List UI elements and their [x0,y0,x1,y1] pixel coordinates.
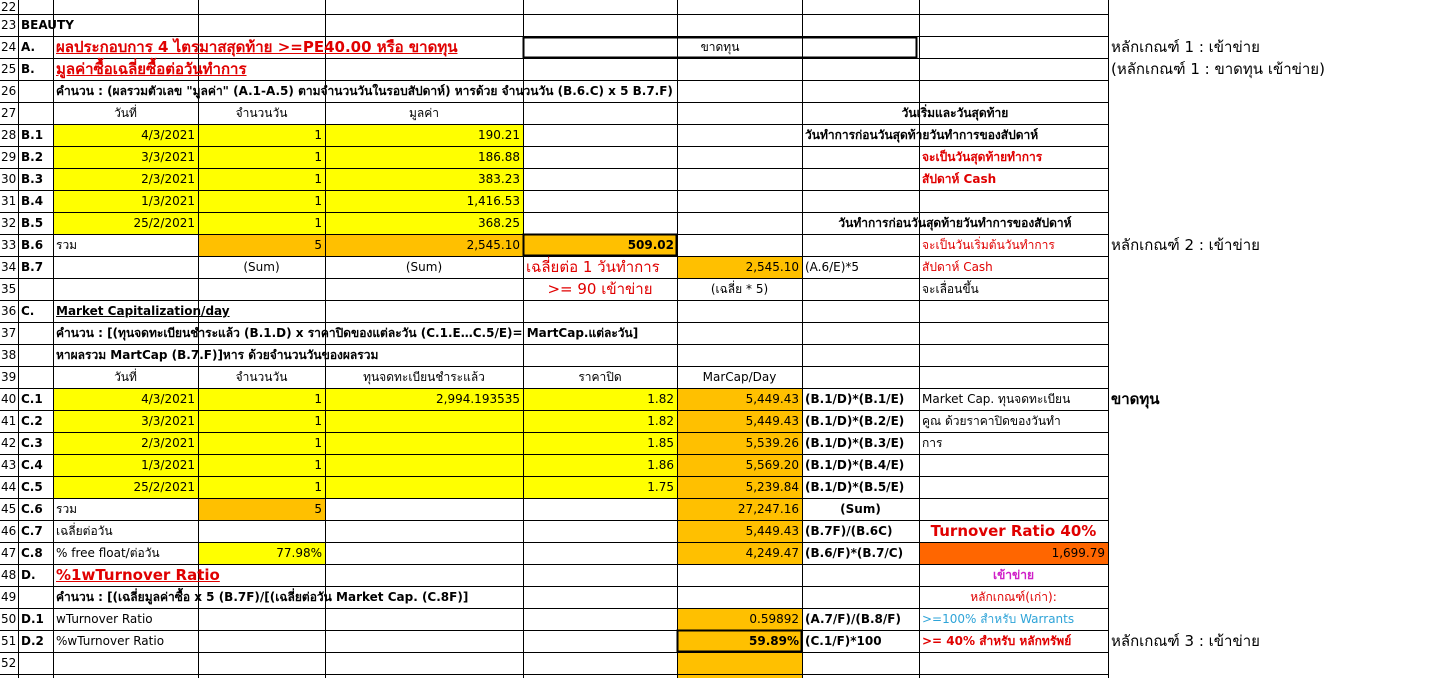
cell-r40-cap[interactable]: 2,994.193535 [436,392,520,406]
cell-r43-days[interactable]: 1 [314,458,322,472]
cell-r30-days[interactable]: 1 [314,172,322,186]
cell-r34-lbl[interactable]: B.7 [21,260,44,274]
cell-r27-note[interactable]: วันเริ่มและวันสุดท้าย [901,106,1009,120]
row-header[interactable]: 38 [1,348,17,362]
cell-r44-lbl[interactable]: C.5 [21,480,43,494]
cell-r42-price[interactable]: 1.85 [647,436,674,450]
cell-r31-date[interactable]: 1/3/2021 [141,194,195,208]
cell-r44-price[interactable]: 1.75 [647,480,674,494]
row-header[interactable]: 47 [1,546,17,560]
cell-r33-days[interactable]: 5 [314,238,322,252]
cell-r23-beauty[interactable]: BEAUTY [21,18,74,32]
cell-r31-val[interactable]: 1,416.53 [466,194,520,208]
cell-r44-date[interactable]: 25/2/2021 [133,480,195,494]
row-header[interactable]: 35 [1,282,17,296]
row-header[interactable]: 39 [1,370,17,384]
row-header[interactable]: 36 [1,304,17,318]
cell-r32-date[interactable]: 25/2/2021 [133,216,195,230]
cell-r28-val[interactable]: 190.21 [478,128,520,142]
cell-r46-lbl[interactable]: C.7 [21,524,43,538]
row-header[interactable]: 22 [1,0,17,14]
row-header[interactable]: 27 [1,106,17,120]
cell-r41-f[interactable]: (B.1/D)*(B.2/E) [805,414,905,428]
cell-r45-lbl[interactable]: C.6 [21,502,43,516]
cell-r29-days[interactable]: 1 [314,150,322,164]
cell-r48-title[interactable]: %1wTurnover Ratio [56,566,220,584]
cell-r24-status[interactable]: ขาดทุน [700,40,740,54]
row-header[interactable]: 43 [1,458,17,472]
cell-r36-title[interactable]: Market Capitalization/day [56,304,230,318]
cell-r44-mc[interactable]: 5,239.84 [745,480,799,494]
cell-r40-loss[interactable]: ขาดทุน [1111,390,1160,408]
cell-r43-f[interactable]: (B.1/D)*(B.4/E) [805,458,905,472]
cell-r47-ffv[interactable]: 77.98% [276,546,322,560]
row-header[interactable]: 31 [1,194,17,208]
cell-r29-val[interactable]: 186.88 [478,150,520,164]
cell-r41-mc[interactable]: 5,449.43 [745,414,799,428]
cell-r28-date[interactable]: 4/3/2021 [141,128,195,142]
cell-r30-lbl[interactable]: B.3 [21,172,44,186]
cell-r42-note[interactable]: การ [922,436,943,450]
row-header[interactable]: 32 [1,216,17,230]
cell-r48-d[interactable]: D. [21,568,36,582]
cell-r42-days[interactable]: 1 [314,436,322,450]
row-header[interactable]: 42 [1,436,17,450]
cell-r43-lbl[interactable]: C.4 [21,458,43,472]
cell-r35-avg5[interactable]: (เฉลี่ย * 5) [710,282,769,296]
cell-r49-formula[interactable]: คำนวน : [(เฉลี่ยมูลค่าซื้อ x 5 (B.7F)/[(เฉลี่ยต่อวัน Market Cap. (C.8F)] [56,590,469,604]
cell-r43-mc[interactable]: 5,569.20 [745,458,799,472]
row-header[interactable]: 44 [1,480,17,494]
row-header[interactable]: 45 [1,502,17,516]
cell-r33-lbl[interactable]: B.6 [21,238,44,252]
cell-r45-f[interactable]: (Sum) [840,502,881,516]
cell-r25-title[interactable]: มูลค่าซื้อเฉลี่ยซื้อต่อวันทำการ [56,60,247,78]
cell-r25-crit1b[interactable]: (หลักเกณฑ์ 1 : ขาดทุน เข้าข่าย) [1111,60,1325,78]
cell-r32-note[interactable]: วันทำการก่อนวันสุดท้ายวันทำการของสัปดาห์ [838,216,1072,230]
cell-r29-note[interactable]: จะเป็นวันสุดท้ายทำการ [922,150,1043,164]
cell-r33-crit2[interactable]: หลักเกณฑ์ 2 : เข้าข่าย [1111,236,1260,254]
cell-r32-lbl[interactable]: B.5 [21,216,44,230]
cell-r40-note[interactable]: Market Cap. ทุนจดทะเบียน [922,392,1071,406]
cell-r40-date[interactable]: 4/3/2021 [141,392,195,406]
cell-r32-days[interactable]: 1 [314,216,322,230]
cell-r30-date[interactable]: 2/3/2021 [141,172,195,186]
cell-r47-mc[interactable]: 4,249.47 [745,546,799,560]
cell-r47-ff[interactable]: % free float/ต่อวัน [56,546,160,560]
cell-r24-title[interactable]: ผลประกอบการ 4 ไตรมาสสุดท้าย >=PE40.00 หรือ ขาดทุน [56,38,458,56]
cell-r49-note[interactable]: หลักเกณฑ์(เก่า): [970,590,1057,604]
cell-r36-c[interactable]: C. [21,304,35,318]
cell-r34-note[interactable]: สัปดาห์ Cash [922,260,993,274]
cell-r40-lbl[interactable]: C.1 [21,392,43,406]
cell-r26-formula[interactable]: คำนวน : (ผลรวมตัวเลข "มูลค่า" (A.1-A.5) ตามจำนวนวันในรอบสัปดาห์) หารด้วย จำนวนวัน (B.6.C) x 5 B.7.F) [56,84,673,98]
row-header[interactable]: 49 [1,590,17,604]
cell-r33-note[interactable]: จะเป็นวันเริ่มต้นวันทำการ [922,238,1055,252]
row-header[interactable]: 48 [1,568,17,582]
row-header[interactable]: 28 [1,128,17,142]
cell-r47-lbl[interactable]: C.8 [21,546,43,560]
cell-r40-mc[interactable]: 5,449.43 [745,392,799,406]
row-header[interactable]: 29 [1,150,17,164]
cell-r31-days[interactable]: 1 [314,194,322,208]
cell-r28-note[interactable]: วันทำการก่อนวันสุดท้ายวันทำการของสัปดาห์ [805,128,1039,142]
cell-r27-h2[interactable]: จำนวนวัน [235,106,288,120]
cell-r24-a[interactable]: A. [21,40,36,54]
row-header[interactable]: 24 [1,40,17,54]
cell-r27-h1[interactable]: วันที่ [114,106,137,120]
cell-r39-h3[interactable]: ทุนจดทะเบียนชำระแล้ว [363,370,485,384]
cell-r45-days[interactable]: 5 [314,502,322,516]
cell-r34-avgtxt[interactable]: เฉลี่ยต่อ 1 วันทำการ [526,258,660,276]
cell-r39-h5[interactable]: MarCap/Day [702,370,777,384]
cell-r50-note[interactable]: >=100% สำหรับ Warrants [922,612,1075,626]
cell-r34-sum1[interactable]: (Sum) [243,260,280,274]
row-header[interactable]: 33 [1,238,17,252]
cell-r40-price[interactable]: 1.82 [647,392,674,406]
cell-r37-formula[interactable]: คำนวน : [(ทุนจดทะเบียนชำระแล้ว (B.1.D) x ราคาปิดของแต่ละวัน (C.1.E…C.5/E)= MartCap.แต่ละวัน] [56,326,639,340]
cell-r33-val[interactable]: 2,545.10 [466,238,520,252]
cell-r50-name[interactable]: wTurnover Ratio [56,612,153,626]
cell-r46-avg[interactable]: เฉลี่ยต่อวัน [56,524,113,538]
cell-r27-h3[interactable]: มูลค่า [408,106,440,120]
cell-r39-h1[interactable]: วันที่ [114,370,137,384]
cell-r30-val[interactable]: 383.23 [478,172,520,186]
row-header[interactable]: 26 [1,84,17,98]
cell-r39-h4[interactable]: ราคาปิด [578,370,622,384]
cell-r46-turn[interactable]: Turnover Ratio 40% [930,522,1097,540]
cell-r39-h2[interactable]: จำนวนวัน [235,370,288,384]
cell-r41-lbl[interactable]: C.2 [21,414,43,428]
cell-r46-mc[interactable]: 5,449.43 [745,524,799,538]
row-header[interactable]: 46 [1,524,17,538]
cell-r51-crit3[interactable]: หลักเกณฑ์ 3 : เข้าข่าย [1111,632,1260,650]
cell-r46-f[interactable]: (B.7F)/(B.6C) [805,524,893,538]
row-header[interactable]: 23 [1,18,17,32]
cell-r48-note[interactable]: เข้าข่าย [992,568,1034,582]
cell-r51-name[interactable]: %wTurnover Ratio [56,634,165,648]
cell-r42-mc[interactable]: 5,539.26 [745,436,799,450]
cell-r50-lbl[interactable]: D.1 [21,612,44,626]
cell-r51-val[interactable]: 59.89% [749,634,799,648]
cell-r34-val[interactable]: 2,545.10 [745,260,799,274]
cell-r51-note[interactable]: >= 40% สำหรับ หลักทรัพย์ [922,634,1072,648]
cell-r42-f[interactable]: (B.1/D)*(B.3/E) [805,436,905,450]
cell-r32-val[interactable]: 368.25 [478,216,520,230]
cell-r44-days[interactable]: 1 [314,480,322,494]
row-header[interactable]: 25 [1,62,17,76]
cell-r41-note[interactable]: คูณ ด้วยราคาปิดของวันทำ [922,414,1061,428]
cell-r24-crit1[interactable]: หลักเกณฑ์ 1 : เข้าข่าย [1111,38,1260,56]
cell-r33-sum[interactable]: รวม [56,238,78,252]
row-header[interactable]: 41 [1,414,17,428]
cell-r38-formula[interactable]: หาผลรวม MartCap (B.7.F)]หาร ด้วยจำนวนวันของผลรวม [56,348,379,362]
cell-r34-formula[interactable]: (A.6/E)*5 [805,260,860,274]
cell-r45-mc[interactable]: 27,247.16 [737,502,799,516]
cell-r44-f[interactable]: (B.1/D)*(B.5/E) [805,480,905,494]
cell-r29-date[interactable]: 3/3/2021 [141,150,195,164]
cell-r31-lbl[interactable]: B.4 [21,194,44,208]
cell-r35-ge90[interactable]: >= 90 เข้าข่าย [547,280,653,298]
cell-r50-val[interactable]: 0.59892 [749,612,799,626]
cell-r45-sum[interactable]: รวม [56,502,78,516]
cell-r43-price[interactable]: 1.86 [647,458,674,472]
cell-r41-price[interactable]: 1.82 [647,414,674,428]
cell-r41-days[interactable]: 1 [314,414,322,428]
cell-r47-tv[interactable]: 1,699.79 [1051,546,1105,560]
row-header[interactable]: 30 [1,172,17,186]
cell-r47-f[interactable]: (B.6/F)*(B.7/C) [805,546,904,560]
cell-r51-f[interactable]: (C.1/F)*100 [805,634,882,648]
cell-r33-avg[interactable]: 509.02 [627,238,674,252]
cell-r42-date[interactable]: 2/3/2021 [141,436,195,450]
row-header[interactable]: 40 [1,392,17,406]
row-header[interactable]: 34 [1,260,17,274]
cell-r50-f[interactable]: (A.7/F)/(B.8/F) [805,612,901,626]
cell-r40-days[interactable]: 1 [314,392,322,406]
cell-r29-lbl[interactable]: B.2 [21,150,44,164]
cell-r42-lbl[interactable]: C.3 [21,436,43,450]
cell-r34-sum2[interactable]: (Sum) [405,260,443,274]
cell-r43-date[interactable]: 1/3/2021 [141,458,195,472]
row-header[interactable]: 37 [1,326,17,340]
cell-r51-lbl[interactable]: D.2 [21,634,44,648]
cell-r40-f[interactable]: (B.1/D)*(B.1/E) [805,392,905,406]
row-header[interactable]: 50 [1,612,17,626]
cell-r25-b[interactable]: B. [21,62,35,76]
row-header[interactable]: 51 [1,634,17,648]
cell-r28-lbl[interactable]: B.1 [21,128,44,142]
cell-r35-note[interactable]: จะเลื่อนขึ้น [922,282,979,296]
cell-r30-note[interactable]: สัปดาห์ Cash [922,172,997,186]
cell-r28-days[interactable]: 1 [314,128,322,142]
cell-r41-date[interactable]: 3/3/2021 [141,414,195,428]
row-header[interactable]: 52 [1,656,17,670]
